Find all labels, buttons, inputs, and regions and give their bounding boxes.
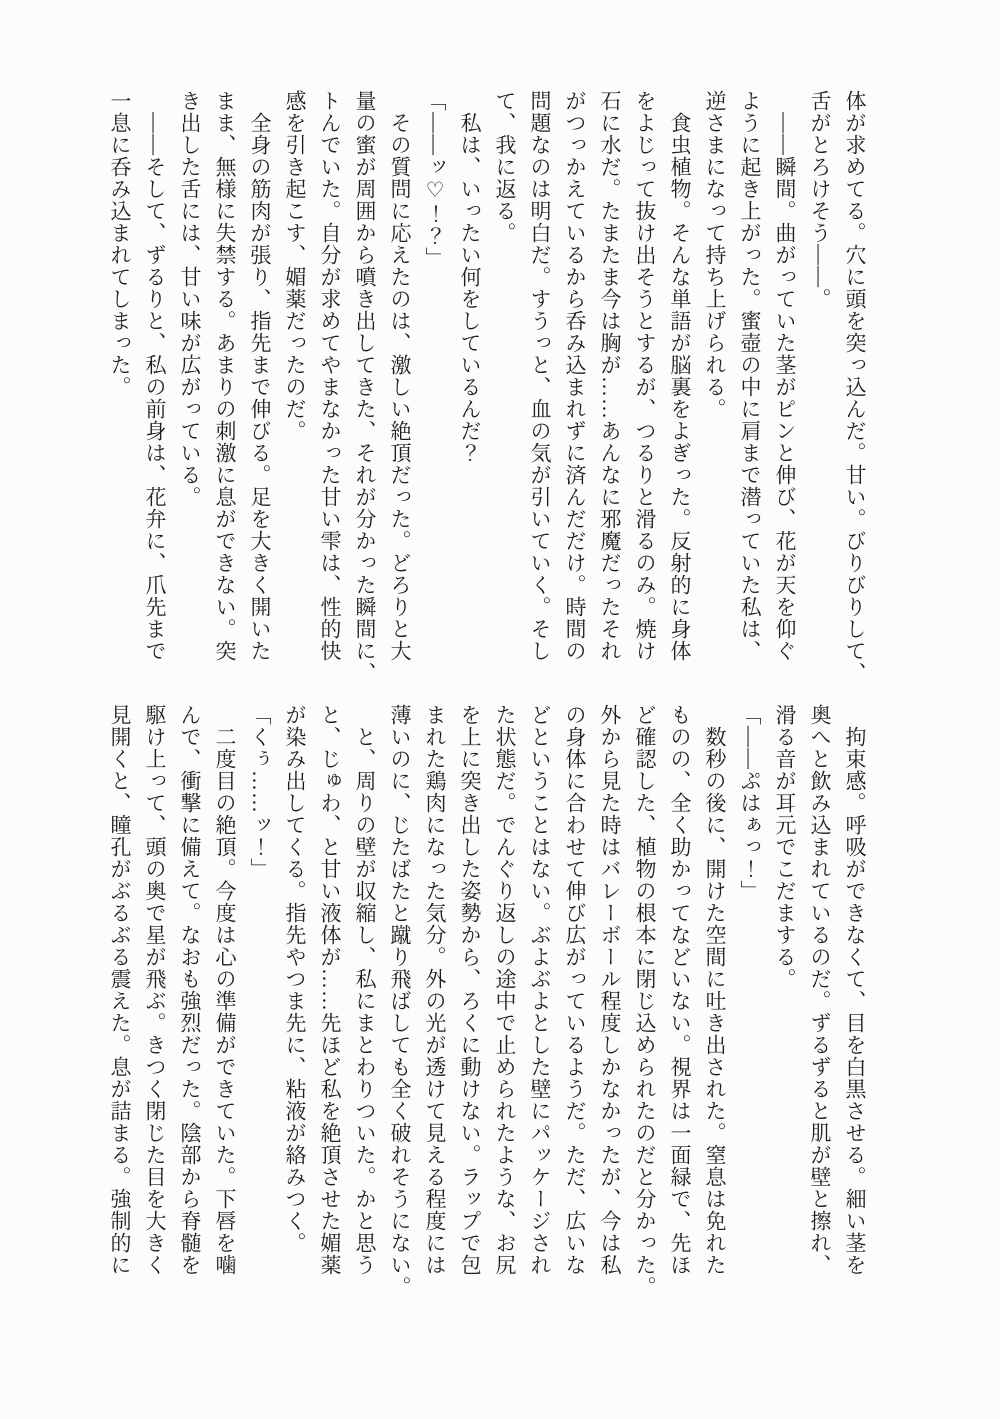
text-column: 全身の筋肉が張り、指先まで伸びる。足を大きく開いた <box>248 90 272 662</box>
text-column: が染み出してくる。指先やつま先に、粘液が絡みつく。 <box>283 704 307 1254</box>
text-column: の身体に合わせて伸び広がっているようだ。ただ、広いな <box>563 704 587 1276</box>
text-block-bottom <box>102 704 872 1354</box>
text-column: 拘束感。呼吸ができなくて、目を白黒させる。細い茎を <box>843 704 867 1276</box>
text-column: 二度目の絶頂。今度は心の準備ができていた。下唇を噛 <box>213 704 237 1276</box>
text-column: 「――ぷはぁっ！」 <box>738 704 762 902</box>
text-column: トんでいた。自分が求めてやまなかった甘い雫は、性的快 <box>318 90 342 662</box>
text-column: 薄いのに、じたばたと蹴り飛ばしても全く破れそうにない。 <box>388 704 412 1298</box>
text-column: 問題なのは明白だ。すうっと、血の気が引いていく。そし <box>528 90 552 662</box>
text-column: 外から見た時はバレーボール程度しかなかったが、今は私 <box>598 704 622 1276</box>
text-column: 食虫植物。そんな単語が脳裏をよぎった。反射的に身体 <box>668 90 692 662</box>
text-column: その質問に応えたのは、激しい絶頂だった。どろりと大 <box>388 90 412 662</box>
text-column: と、周りの壁が収縮し、私にまとわりついた。かと思う <box>353 704 377 1276</box>
text-column: て、我に返る。 <box>493 90 517 244</box>
text-column: 数秒の後に、開けた空間に吐き出された。窒息は免れた <box>703 704 727 1276</box>
text-column: 見開くと、瞳孔がぶるぶる震えた。息が詰まる。強制的に <box>108 704 132 1276</box>
text-column: 滑る音が耳元でこだまする。 <box>773 704 797 990</box>
text-column: 体が求めてる。穴に頭を突っ込んだ。甘い。びりびりして、 <box>843 90 867 684</box>
text-column: ように起き上がった。蜜壺の中に肩まで潜っていた私は、 <box>738 90 762 662</box>
text-column: 石に水だ。たまたま今は胸が……あんなに邪魔だったそれ <box>598 90 622 662</box>
text-column: き出した舌には、甘い味が広がっている。 <box>178 90 202 508</box>
text-column: 「――ッ♡！？」 <box>423 90 447 269</box>
text-column: 感を引き起こす、媚薬だったのだ。 <box>283 90 307 442</box>
text-column: 逆さまになって持ち上げられる。 <box>703 90 727 420</box>
text-column: 奥へと飲み込まれているのだ。ずるずると肌が壁と擦れ、 <box>808 704 832 1276</box>
text-column: た状態だ。でんぐり返しの途中で止められたような、お尻 <box>493 704 517 1276</box>
text-column: まま、無様に失禁する。あまりの刺激に息ができない。突 <box>213 90 237 662</box>
text-column: ――そして、ずるりと、私の前身は、花弁に、爪先まで <box>143 90 167 662</box>
text-column: 私は、いったい何をしているんだ？ <box>458 90 482 464</box>
text-column: と、じゅわ、と甘い液体が……先ほど私を絶頂させた媚薬 <box>318 704 342 1276</box>
text-column: んで、衝撃に備えて。なおも強烈だった。陰部から脊髄を <box>178 704 202 1276</box>
text-column: ものの、全く助かってなどいない。視界は一面緑で、先ほ <box>668 704 692 1276</box>
text-column: どということはない。ぶよぶよとした壁にパッケージされ <box>528 704 552 1276</box>
text-block-top <box>102 90 872 695</box>
text-column: を上に突き出した姿勢から、ろくに動けない。ラップで包 <box>458 704 482 1276</box>
text-column: 「くぅ……ッ！」 <box>248 704 272 880</box>
text-column: がつっかえているから呑み込まれずに済んだだけ。時間の <box>563 90 587 662</box>
text-column: をよじって抜け出そうとするが、つるりと滑るのみ。焼け <box>633 90 657 662</box>
text-column: まれた鶏肉になった気分。外の光が透けて見える程度には <box>423 704 447 1276</box>
text-column: 舌がとろけそう――。 <box>808 90 832 310</box>
text-column: ――瞬間。曲がっていた茎がピンと伸び、花が天を仰ぐ <box>773 90 797 662</box>
text-column: ど確認した、植物の根本に閉じ込められたのだと分かった。 <box>633 704 657 1298</box>
text-column: 量の蜜が周囲から噴き出してきた、それが分かった瞬間に、 <box>353 90 377 684</box>
text-column: 駆け上って、頭の奥で星が飛ぶ。きつく閉じた目を大きく <box>143 704 167 1276</box>
text-column: 一息に呑み込まれてしまった。 <box>108 90 132 398</box>
